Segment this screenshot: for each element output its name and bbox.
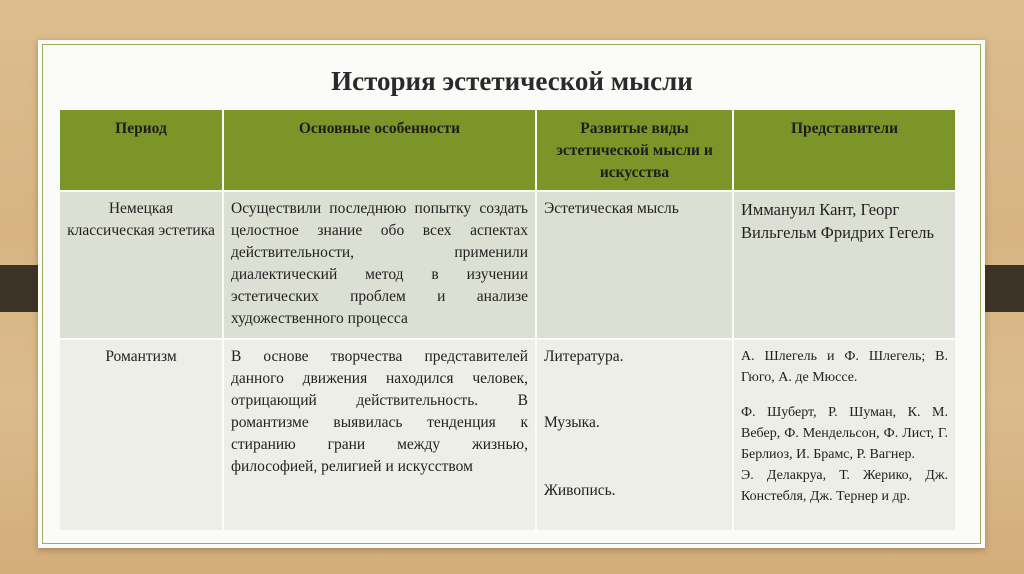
table-row <box>59 191 956 339</box>
cell-kinds: Эстетическая мысль <box>536 191 733 339</box>
cell-representatives: Иммануил Кант, Георг Вильгельм Фридрих Гегель <box>733 191 956 339</box>
table-row <box>59 339 956 531</box>
table-header-row <box>59 109 956 191</box>
representatives-item: А. Шлегель и Ф. Шлегель; В. Гюго, А. де Мюссе. <box>741 349 948 385</box>
kind-item: Литература. <box>544 348 624 365</box>
kind-item: Музыка. <box>544 414 600 431</box>
header-features: Основные особенности <box>223 109 536 191</box>
cell-period: Немецкая классическая эстетика <box>59 191 223 339</box>
header-representatives: Представители <box>733 109 956 191</box>
representatives-item: Э. Делакруа, Т. Жерико, Дж. Констебля, Дж. Тернер и др. <box>741 468 948 504</box>
aesthetics-history-table <box>58 108 957 532</box>
header-kinds: Развитые виды эстетической мысли и искусства <box>536 109 733 191</box>
kind-item: Живопись. <box>544 482 616 499</box>
slide-title: История эстетической мысли <box>331 66 693 96</box>
representatives-item: Ф. Шуберт, Р. Шуман, К. М. Вебер, Ф. Мендельсон, Ф. Лист, Г. Берлиоз, И. Брамс, Р. Вагнер. <box>741 405 948 462</box>
cell-kinds <box>536 339 733 531</box>
cell-representatives <box>733 339 956 531</box>
cell-features: Осуществили последнюю попытку создать целостное знание обо всех аспектах действительности, применили диалектический метод в изучении эстетических проблем и анализе художественного процесса <box>223 191 536 339</box>
cell-period: Романтизм <box>59 339 223 531</box>
cell-features: В основе творчества представителей данного движения находился человек, отрицающий действительность. В романтизме выявилась тенденция к стиранию грани между жизнью, философией, религией и искусством <box>223 339 536 531</box>
header-period: Период <box>59 109 223 191</box>
